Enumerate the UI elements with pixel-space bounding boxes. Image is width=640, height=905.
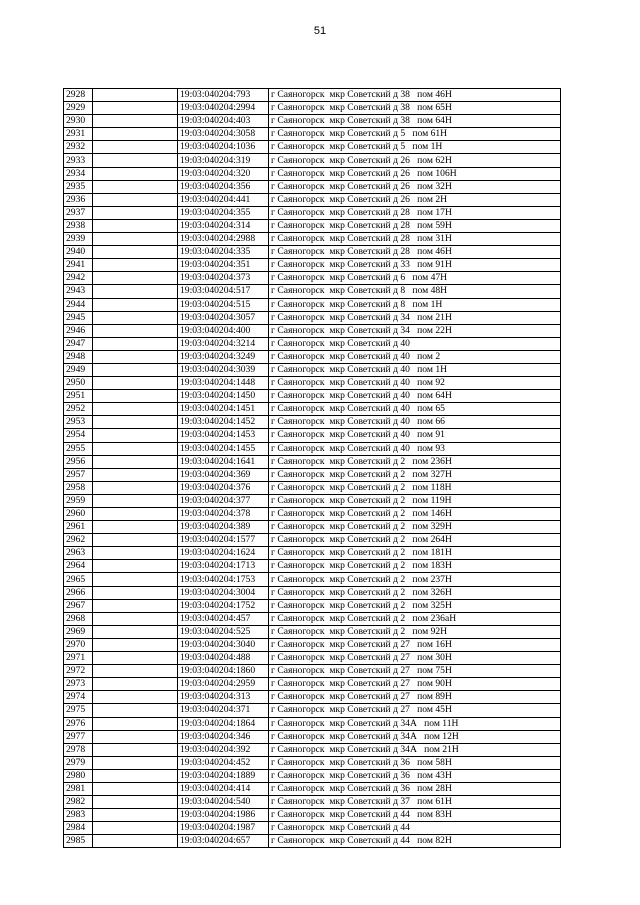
address-cell: г Саяногорск мкр Советский д 2 пом 118Н <box>269 481 561 494</box>
blank-cell <box>93 599 178 612</box>
cadastral-number-cell: 19:03:040204:2988 <box>178 233 269 246</box>
cadastral-number-cell: 19:03:040204:1450 <box>178 390 269 403</box>
cadastral-number-cell: 19:03:040204:1987 <box>178 822 269 835</box>
row-number-cell: 2968 <box>64 612 93 625</box>
cadastral-number-cell: 19:03:040204:1986 <box>178 809 269 822</box>
address-cell: г Саяногорск мкр Советский д 2 пом 92Н <box>269 625 561 638</box>
row-number-cell: 2950 <box>64 377 93 390</box>
row-number-cell: 2955 <box>64 442 93 455</box>
table-row <box>64 822 561 835</box>
address-cell: г Саяногорск мкр Советский д 6 пом 47Н <box>269 272 561 285</box>
blank-cell <box>93 350 178 363</box>
blank-cell <box>93 259 178 272</box>
row-number-cell: 2964 <box>64 560 93 573</box>
address-cell: г Саяногорск мкр Советский д 37 пом 61Н <box>269 796 561 809</box>
address-cell: г Саяногорск мкр Советский д 2 пом 146Н <box>269 508 561 521</box>
table-row <box>64 652 561 665</box>
table-row <box>64 363 561 376</box>
table-row <box>64 350 561 363</box>
row-number-cell: 2979 <box>64 756 93 769</box>
row-number-cell: 2966 <box>64 586 93 599</box>
row-number-cell: 2975 <box>64 704 93 717</box>
address-cell: г Саяногорск мкр Советский д 38 пом 46Н <box>269 89 561 102</box>
cadastral-number-cell: 19:03:040204:403 <box>178 115 269 128</box>
row-number-cell: 2946 <box>64 324 93 337</box>
blank-cell <box>93 272 178 285</box>
table-row <box>64 730 561 743</box>
row-number-cell: 2962 <box>64 534 93 547</box>
table-row <box>64 835 561 848</box>
table-row <box>64 154 561 167</box>
table-row <box>64 180 561 193</box>
cadastral-number-cell: 19:03:040204:488 <box>178 652 269 665</box>
cadastral-number-cell: 19:03:040204:378 <box>178 508 269 521</box>
cadastral-number-cell: 19:03:040204:355 <box>178 206 269 219</box>
blank-cell <box>93 206 178 219</box>
cadastral-number-cell: 19:03:040204:441 <box>178 193 269 206</box>
row-number-cell: 2952 <box>64 403 93 416</box>
row-number-cell: 2944 <box>64 298 93 311</box>
blank-cell <box>93 115 178 128</box>
row-number-cell: 2932 <box>64 141 93 154</box>
blank-cell <box>93 363 178 376</box>
row-number-cell: 2970 <box>64 638 93 651</box>
blank-cell <box>93 822 178 835</box>
address-cell: г Саяногорск мкр Советский д 36 пом 58Н <box>269 756 561 769</box>
blank-cell <box>93 835 178 848</box>
table-row <box>64 573 561 586</box>
row-number-cell: 2981 <box>64 782 93 795</box>
address-cell: г Саяногорск мкр Советский д 44 пом 82Н <box>269 835 561 848</box>
table-row <box>64 455 561 468</box>
blank-cell <box>93 782 178 795</box>
cadastral-number-cell: 19:03:040204:373 <box>178 272 269 285</box>
blank-cell <box>93 455 178 468</box>
cadastral-number-cell: 19:03:040204:3057 <box>178 311 269 324</box>
blank-cell <box>93 246 178 259</box>
table-row <box>64 508 561 521</box>
cadastral-number-cell: 19:03:040204:1641 <box>178 455 269 468</box>
cadastral-number-cell: 19:03:040204:1713 <box>178 560 269 573</box>
address-cell: г Саяногорск мкр Советский д 40 пом 92 <box>269 377 561 390</box>
row-number-cell: 2933 <box>64 154 93 167</box>
table-row <box>64 547 561 560</box>
cadastral-number-cell: 19:03:040204:1577 <box>178 534 269 547</box>
address-cell: г Саяногорск мкр Советский д 26 пом 32Н <box>269 180 561 193</box>
table-row <box>64 193 561 206</box>
row-number-cell: 2973 <box>64 678 93 691</box>
blank-cell <box>93 141 178 154</box>
row-number-cell: 2963 <box>64 547 93 560</box>
address-cell: г Саяногорск мкр Советский д 8 пом 1Н <box>269 298 561 311</box>
row-number-cell: 2972 <box>64 665 93 678</box>
cadastral-number-cell: 19:03:040204:392 <box>178 743 269 756</box>
address-cell: г Саяногорск мкр Советский д 2 пом 264Н <box>269 534 561 547</box>
row-number-cell: 2977 <box>64 730 93 743</box>
cadastral-number-cell: 19:03:040204:1752 <box>178 599 269 612</box>
blank-cell <box>93 468 178 481</box>
blank-cell <box>93 324 178 337</box>
row-number-cell: 2951 <box>64 390 93 403</box>
address-cell: г Саяногорск мкр Советский д 40 пом 91 <box>269 429 561 442</box>
address-cell: г Саяногорск мкр Советский д 40 пом 2 <box>269 350 561 363</box>
address-cell: г Саяногорск мкр Советский д 40 пом 65 <box>269 403 561 416</box>
blank-cell <box>93 154 178 167</box>
table-row <box>64 102 561 115</box>
blank-cell <box>93 586 178 599</box>
address-cell: г Саяногорск мкр Советский д 2 пом 325Н <box>269 599 561 612</box>
table-row <box>64 337 561 350</box>
blank-cell <box>93 612 178 625</box>
cadastral-number-cell: 19:03:040204:3214 <box>178 337 269 350</box>
blank-cell <box>93 311 178 324</box>
blank-cell <box>93 809 178 822</box>
cadastral-number-cell: 19:03:040204:793 <box>178 89 269 102</box>
cadastral-number-cell: 19:03:040204:1889 <box>178 769 269 782</box>
cadastral-number-cell: 19:03:040204:1455 <box>178 442 269 455</box>
table-row <box>64 704 561 717</box>
blank-cell <box>93 481 178 494</box>
table-row <box>64 782 561 795</box>
blank-cell <box>93 403 178 416</box>
cadastral-number-cell: 19:03:040204:356 <box>178 180 269 193</box>
row-number-cell: 2935 <box>64 180 93 193</box>
table-row <box>64 796 561 809</box>
cadastral-number-cell: 19:03:040204:369 <box>178 468 269 481</box>
cadastral-number-cell: 19:03:040204:1452 <box>178 416 269 429</box>
address-cell: г Саяногорск мкр Советский д 44 <box>269 822 561 835</box>
address-cell: г Саяногорск мкр Советский д 27 пом 89Н <box>269 691 561 704</box>
row-number-cell: 2961 <box>64 521 93 534</box>
row-number-cell: 2929 <box>64 102 93 115</box>
cadastral-number-cell: 19:03:040204:371 <box>178 704 269 717</box>
blank-cell <box>93 442 178 455</box>
blank-cell <box>93 678 178 691</box>
address-cell: г Саяногорск мкр Советский д 2 пом 236Н <box>269 455 561 468</box>
table-row <box>64 285 561 298</box>
address-cell: г Саяногорск мкр Советский д 40 пом 1Н <box>269 363 561 376</box>
cadastral-number-cell: 19:03:040204:1451 <box>178 403 269 416</box>
page-number: 51 <box>313 25 327 37</box>
table-row <box>64 625 561 638</box>
address-cell: г Саяногорск мкр Советский д 28 пом 46Н <box>269 246 561 259</box>
blank-cell <box>93 547 178 560</box>
row-number-cell: 2948 <box>64 350 93 363</box>
row-number-cell: 2980 <box>64 769 93 782</box>
row-number-cell: 2958 <box>64 481 93 494</box>
row-number-cell: 2983 <box>64 809 93 822</box>
cadastral-number-cell: 19:03:040204:2959 <box>178 678 269 691</box>
address-cell: г Саяногорск мкр Советский д 38 пом 64Н <box>269 115 561 128</box>
cadastral-number-cell: 19:03:040204:1448 <box>178 377 269 390</box>
blank-cell <box>93 337 178 350</box>
table-row <box>64 403 561 416</box>
row-number-cell: 2930 <box>64 115 93 128</box>
blank-cell <box>93 573 178 586</box>
blank-cell <box>93 233 178 246</box>
address-cell: г Саяногорск мкр Советский д 34А пом 12Н <box>269 730 561 743</box>
blank-cell <box>93 560 178 573</box>
row-number-cell: 2959 <box>64 494 93 507</box>
address-cell: г Саяногорск мкр Советский д 5 пом 1Н <box>269 141 561 154</box>
row-number-cell: 2976 <box>64 717 93 730</box>
cadastral-number-cell: 19:03:040204:1860 <box>178 665 269 678</box>
blank-cell <box>93 730 178 743</box>
row-number-cell: 2960 <box>64 508 93 521</box>
row-number-cell: 2967 <box>64 599 93 612</box>
address-cell: г Саяногорск мкр Советский д 40 пом 66 <box>269 416 561 429</box>
table-row <box>64 298 561 311</box>
row-number-cell: 2945 <box>64 311 93 324</box>
table-row <box>64 233 561 246</box>
row-number-cell: 2938 <box>64 219 93 232</box>
row-number-cell: 2971 <box>64 652 93 665</box>
row-number-cell: 2978 <box>64 743 93 756</box>
cadastral-number-cell: 19:03:040204:457 <box>178 612 269 625</box>
table-row <box>64 89 561 102</box>
table-row <box>64 259 561 272</box>
address-cell: г Саяногорск мкр Советский д 34 пом 21Н <box>269 311 561 324</box>
cadastral-number-cell: 19:03:040204:400 <box>178 324 269 337</box>
table-row <box>64 534 561 547</box>
address-cell: г Саяногорск мкр Советский д 2 пом 329Н <box>269 521 561 534</box>
blank-cell <box>93 769 178 782</box>
table-row <box>64 219 561 232</box>
address-cell: г Саяногорск мкр Советский д 36 пом 28Н <box>269 782 561 795</box>
cadastral-number-cell: 19:03:040204:1624 <box>178 547 269 560</box>
blank-cell <box>93 167 178 180</box>
cadastral-number-cell: 19:03:040204:335 <box>178 246 269 259</box>
address-cell: г Саяногорск мкр Советский д 5 пом 61Н <box>269 128 561 141</box>
cadastral-number-cell: 19:03:040204:376 <box>178 481 269 494</box>
cadastral-number-cell: 19:03:040204:319 <box>178 154 269 167</box>
blank-cell <box>93 796 178 809</box>
table-row <box>64 756 561 769</box>
table-row <box>64 599 561 612</box>
blank-cell <box>93 416 178 429</box>
table-row <box>64 311 561 324</box>
blank-cell <box>93 390 178 403</box>
blank-cell <box>93 102 178 115</box>
row-number-cell: 2947 <box>64 337 93 350</box>
blank-cell <box>93 638 178 651</box>
row-number-cell: 2943 <box>64 285 93 298</box>
row-number-cell: 2985 <box>64 835 93 848</box>
address-cell: г Саяногорск мкр Советский д 8 пом 48Н <box>269 285 561 298</box>
address-cell: г Саяногорск мкр Советский д 27 пом 45Н <box>269 704 561 717</box>
table-row <box>64 665 561 678</box>
table-row <box>64 141 561 154</box>
property-registry-table <box>63 88 561 848</box>
row-number-cell: 2982 <box>64 796 93 809</box>
address-cell: г Саяногорск мкр Советский д 38 пом 65Н <box>269 102 561 115</box>
address-cell: г Саяногорск мкр Советский д 40 пом 93 <box>269 442 561 455</box>
row-number-cell: 2957 <box>64 468 93 481</box>
cadastral-number-cell: 19:03:040204:657 <box>178 835 269 848</box>
blank-cell <box>93 704 178 717</box>
cadastral-number-cell: 19:03:040204:313 <box>178 691 269 704</box>
address-cell: г Саяногорск мкр Советский д 2 пом 181Н <box>269 547 561 560</box>
cadastral-number-cell: 19:03:040204:1864 <box>178 717 269 730</box>
table-row <box>64 717 561 730</box>
blank-cell <box>93 285 178 298</box>
cadastral-number-cell: 19:03:040204:517 <box>178 285 269 298</box>
table-row <box>64 809 561 822</box>
address-cell: г Саяногорск мкр Советский д 2 пом 119Н <box>269 494 561 507</box>
address-cell: г Саяногорск мкр Советский д 2 пом 183Н <box>269 560 561 573</box>
cadastral-number-cell: 19:03:040204:3039 <box>178 363 269 376</box>
blank-cell <box>93 534 178 547</box>
blank-cell <box>93 219 178 232</box>
table-row <box>64 678 561 691</box>
blank-cell <box>93 691 178 704</box>
row-number-cell: 2984 <box>64 822 93 835</box>
address-cell: г Саяногорск мкр Советский д 34А пом 11Н <box>269 717 561 730</box>
cadastral-number-cell: 19:03:040204:1753 <box>178 573 269 586</box>
cadastral-number-cell: 19:03:040204:377 <box>178 494 269 507</box>
cadastral-number-cell: 19:03:040204:525 <box>178 625 269 638</box>
table-row <box>64 115 561 128</box>
blank-cell <box>93 193 178 206</box>
cadastral-number-cell: 19:03:040204:515 <box>178 298 269 311</box>
cadastral-number-cell: 19:03:040204:452 <box>178 756 269 769</box>
cadastral-number-cell: 19:03:040204:414 <box>178 782 269 795</box>
row-number-cell: 2956 <box>64 455 93 468</box>
row-number-cell: 2974 <box>64 691 93 704</box>
row-number-cell: 2940 <box>64 246 93 259</box>
table-row <box>64 324 561 337</box>
row-number-cell: 2942 <box>64 272 93 285</box>
cadastral-number-cell: 19:03:040204:3058 <box>178 128 269 141</box>
cadastral-number-cell: 19:03:040204:3040 <box>178 638 269 651</box>
table-row <box>64 481 561 494</box>
registry-table-body <box>64 89 561 848</box>
row-number-cell: 2969 <box>64 625 93 638</box>
address-cell: г Саяногорск мкр Советский д 34 пом 22Н <box>269 324 561 337</box>
address-cell: г Саяногорск мкр Советский д 27 пом 75Н <box>269 665 561 678</box>
row-number-cell: 2928 <box>64 89 93 102</box>
table-row <box>64 743 561 756</box>
row-number-cell: 2939 <box>64 233 93 246</box>
table-row <box>64 612 561 625</box>
blank-cell <box>93 377 178 390</box>
row-number-cell: 2937 <box>64 206 93 219</box>
table-row <box>64 390 561 403</box>
cadastral-number-cell: 19:03:040204:314 <box>178 219 269 232</box>
blank-cell <box>93 665 178 678</box>
row-number-cell: 2941 <box>64 259 93 272</box>
table-row <box>64 586 561 599</box>
address-cell: г Саяногорск мкр Советский д 33 пом 91Н <box>269 259 561 272</box>
blank-cell <box>93 429 178 442</box>
blank-cell <box>93 756 178 769</box>
address-cell: г Саяногорск мкр Советский д 40 <box>269 337 561 350</box>
table-row <box>64 638 561 651</box>
cadastral-number-cell: 19:03:040204:3004 <box>178 586 269 599</box>
address-cell: г Саяногорск мкр Советский д 36 пом 43Н <box>269 769 561 782</box>
cadastral-number-cell: 19:03:040204:1453 <box>178 429 269 442</box>
cadastral-number-cell: 19:03:040204:351 <box>178 259 269 272</box>
address-cell: г Саяногорск мкр Советский д 2 пом 326Н <box>269 586 561 599</box>
blank-cell <box>93 521 178 534</box>
address-cell: г Саяногорск мкр Советский д 2 пом 236аН <box>269 612 561 625</box>
blank-cell <box>93 89 178 102</box>
row-number-cell: 2949 <box>64 363 93 376</box>
cadastral-number-cell: 19:03:040204:3249 <box>178 350 269 363</box>
address-cell: г Саяногорск мкр Советский д 44 пом 83Н <box>269 809 561 822</box>
blank-cell <box>93 128 178 141</box>
blank-cell <box>93 717 178 730</box>
blank-cell <box>93 743 178 756</box>
table-row <box>64 468 561 481</box>
cadastral-number-cell: 19:03:040204:346 <box>178 730 269 743</box>
table-row <box>64 691 561 704</box>
address-cell: г Саяногорск мкр Советский д 27 пом 90Н <box>269 678 561 691</box>
address-cell: г Саяногорск мкр Советский д 26 пом 62Н <box>269 154 561 167</box>
table-row <box>64 521 561 534</box>
row-number-cell: 2936 <box>64 193 93 206</box>
table-row <box>64 128 561 141</box>
blank-cell <box>93 508 178 521</box>
table-row <box>64 377 561 390</box>
address-cell: г Саяногорск мкр Советский д 26 пом 2Н <box>269 193 561 206</box>
row-number-cell: 2965 <box>64 573 93 586</box>
row-number-cell: 2954 <box>64 429 93 442</box>
blank-cell <box>93 494 178 507</box>
blank-cell <box>93 298 178 311</box>
address-cell: г Саяногорск мкр Советский д 28 пом 59Н <box>269 219 561 232</box>
address-cell: г Саяногорск мкр Советский д 27 пом 16Н <box>269 638 561 651</box>
cadastral-number-cell: 19:03:040204:1036 <box>178 141 269 154</box>
table-row <box>64 429 561 442</box>
address-cell: г Саяногорск мкр Советский д 28 пом 31Н <box>269 233 561 246</box>
table-row <box>64 560 561 573</box>
table-row <box>64 272 561 285</box>
address-cell: г Саяногорск мкр Советский д 2 пом 327Н <box>269 468 561 481</box>
table-row <box>64 206 561 219</box>
blank-cell <box>93 652 178 665</box>
cadastral-number-cell: 19:03:040204:2994 <box>178 102 269 115</box>
row-number-cell: 2934 <box>64 167 93 180</box>
table-row <box>64 167 561 180</box>
address-cell: г Саяногорск мкр Советский д 34А пом 21Н <box>269 743 561 756</box>
table-row <box>64 246 561 259</box>
address-cell: г Саяногорск мкр Советский д 26 пом 106Н <box>269 167 561 180</box>
cadastral-number-cell: 19:03:040204:389 <box>178 521 269 534</box>
table-row <box>64 442 561 455</box>
table-row <box>64 416 561 429</box>
blank-cell <box>93 180 178 193</box>
table-row <box>64 769 561 782</box>
table-row <box>64 494 561 507</box>
row-number-cell: 2931 <box>64 128 93 141</box>
row-number-cell: 2953 <box>64 416 93 429</box>
cadastral-number-cell: 19:03:040204:540 <box>178 796 269 809</box>
cadastral-number-cell: 19:03:040204:320 <box>178 167 269 180</box>
address-cell: г Саяногорск мкр Советский д 27 пом 30Н <box>269 652 561 665</box>
address-cell: г Саяногорск мкр Советский д 2 пом 237Н <box>269 573 561 586</box>
address-cell: г Саяногорск мкр Советский д 28 пом 17Н <box>269 206 561 219</box>
address-cell: г Саяногорск мкр Советский д 40 пом 64Н <box>269 390 561 403</box>
blank-cell <box>93 625 178 638</box>
